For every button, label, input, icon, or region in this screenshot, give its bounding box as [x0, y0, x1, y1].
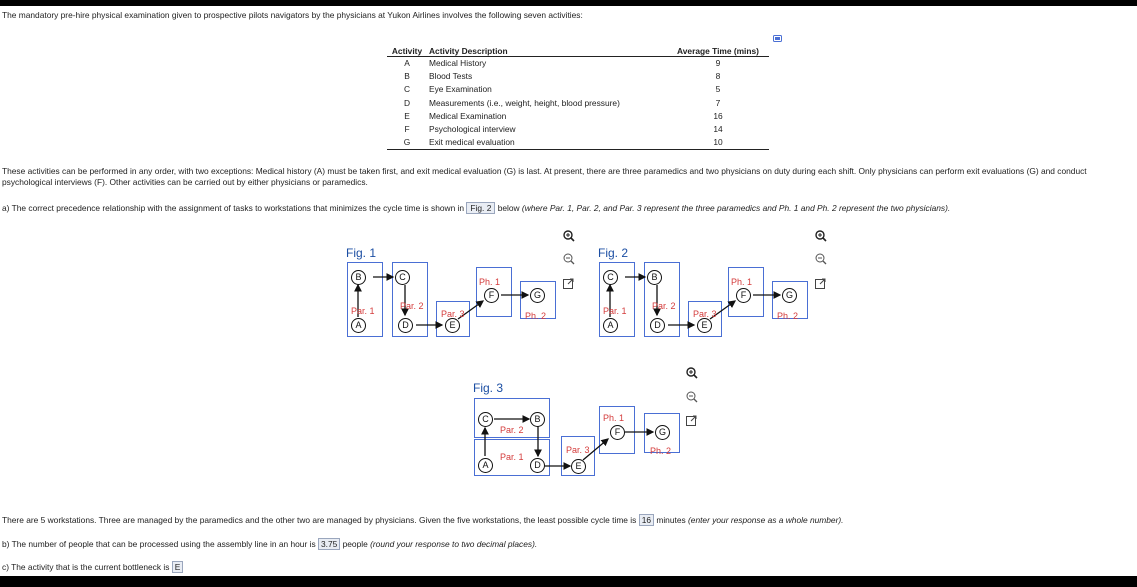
throughput-input[interactable]: 3.75 — [318, 538, 340, 550]
description-cell: Exit medical evaluation — [427, 136, 667, 150]
fig1-arrows — [345, 245, 585, 345]
table-row — [387, 57, 769, 71]
node-a: A — [603, 318, 618, 333]
question-b — [2, 538, 537, 550]
node-f: F — [610, 425, 625, 440]
table-row — [387, 123, 769, 136]
question-b-note: (round your response to two decimal places). — [370, 539, 538, 549]
activity-cell: B — [404, 71, 410, 82]
question-a-text: a) The correct precedence relationship with the assignment of tasks to workstations that minimizes the cycle time is shown in — [2, 203, 465, 213]
time-cell: 8 — [715, 71, 721, 82]
constraints-paragraph: These activities can be performed in any order, with two exceptions: Medical history (A) must be taken first, and exit medical evaluation (G) is last. At present, there are three paramedics and two physicians on duty during each shift. Only physicians can perform exit evaluations (G) and conduct psychological interviews (F). Other activities can be carried out by either physicians or paramedics. — [2, 166, 1087, 187]
node-c: C — [478, 412, 493, 427]
zoom-out-icon[interactable] — [563, 253, 575, 265]
workstations-note: (enter your response as a whole number). — [688, 515, 844, 525]
col-activity: Activity — [387, 46, 427, 57]
node-e: E — [697, 318, 712, 333]
open-image-icon[interactable] — [563, 278, 574, 289]
figure-3-label: Fig. 3 — [473, 381, 504, 395]
workstations-question — [2, 514, 843, 526]
node-d: D — [398, 318, 413, 333]
node-d: D — [650, 318, 665, 333]
zoom-in-icon[interactable] — [815, 230, 827, 242]
label-par1: Par. 1 — [500, 452, 524, 462]
time-cell: 10 — [667, 136, 769, 150]
fig2-arrows — [597, 245, 837, 345]
label-ph2: Ph. 2 — [650, 446, 672, 456]
copy-table-icon[interactable] — [773, 35, 782, 43]
node-g: G — [782, 288, 797, 303]
time-cell: 5 — [715, 84, 721, 95]
col-description: Activity Description — [427, 46, 667, 57]
label-ph2: Ph. 2 — [777, 311, 799, 321]
time-cell: 9 — [715, 58, 721, 68]
node-g: G — [530, 288, 545, 303]
node-b: B — [647, 270, 662, 285]
zoom-in-icon[interactable] — [563, 230, 575, 242]
label-ph1: Ph. 1 — [731, 277, 753, 287]
label-par3: Par. 3 — [693, 309, 717, 319]
time-cell: 14 — [713, 124, 723, 135]
activity-cell: D — [403, 97, 411, 108]
activity-cell: E — [404, 110, 410, 121]
col-time: Average Time (mins) — [667, 46, 769, 57]
label-par2: Par. 2 — [400, 301, 424, 311]
label-par1: Par. 1 — [351, 306, 375, 316]
activity-cell: A — [404, 58, 410, 68]
node-b: B — [351, 270, 366, 285]
table-header-row — [387, 46, 769, 57]
cycle-time-input[interactable]: 16 — [639, 514, 654, 526]
activity-table — [387, 46, 769, 150]
label-par1: Par. 1 — [603, 306, 627, 316]
open-image-icon[interactable] — [815, 278, 826, 289]
label-par2: Par. 2 — [500, 425, 524, 435]
workstations-text: There are 5 workstations. Three are managed by the paramedics and the other two are managed by physicians. Given the five workstations, the least possible cycle time is — [2, 515, 637, 525]
description-cell: Psychological interview — [429, 124, 516, 135]
label-ph1: Ph. 1 — [479, 277, 501, 287]
table-row — [387, 83, 769, 96]
zoom-out-icon[interactable] — [686, 391, 698, 403]
activity-cell: C — [403, 84, 411, 95]
intro-text: The mandatory pre-hire physical examination given to prospective pilots navigators by the physicians at Yukon Airlines involves the following seven activities: — [2, 10, 583, 20]
question-a-below: below — [497, 203, 520, 213]
label-par3: Par. 3 — [441, 309, 465, 319]
node-d: D — [530, 458, 545, 473]
zoom-in-icon[interactable] — [686, 367, 698, 379]
node-f: F — [736, 288, 751, 303]
label-par2: Par. 2 — [652, 301, 676, 311]
node-e: E — [571, 459, 586, 474]
description-cell: Eye Examination — [429, 84, 492, 95]
time-cell: 16 — [713, 110, 723, 121]
description-cell: Measurements (i.e., weight, height, blood pressure) — [429, 97, 620, 108]
open-image-icon[interactable] — [686, 415, 697, 426]
node-a: A — [478, 458, 493, 473]
bottleneck-dropdown[interactable]: E — [172, 561, 184, 573]
node-a: A — [351, 318, 366, 333]
activity-cell: G — [387, 136, 427, 150]
figure-2-label: Fig. 2 — [598, 246, 629, 260]
label-par3: Par. 3 — [566, 445, 590, 455]
question-c-text: c) The activity that is the current bottleneck is — [2, 562, 170, 572]
node-c: C — [395, 270, 410, 285]
node-b: B — [530, 412, 545, 427]
zoom-out-icon[interactable] — [815, 253, 827, 265]
fig-answer-dropdown[interactable]: Fig. 2 — [466, 202, 495, 214]
label-ph1: Ph. 1 — [603, 413, 625, 423]
description-cell: Medical History — [429, 58, 487, 68]
figure-1[interactable] — [345, 245, 585, 345]
figure-3[interactable] — [472, 381, 687, 481]
table-row — [387, 97, 769, 110]
table-row — [387, 110, 769, 123]
time-cell: 7 — [715, 97, 721, 108]
question-a — [2, 202, 950, 214]
table-row — [387, 70, 769, 83]
question-c — [2, 561, 183, 573]
figure-1-label: Fig. 1 — [346, 246, 377, 260]
description-cell: Blood Tests — [429, 71, 473, 82]
node-e: E — [445, 318, 460, 333]
description-cell: Medical Examination — [429, 110, 507, 121]
workstations-unit: minutes — [656, 515, 686, 525]
label-ph2: Ph. 2 — [525, 311, 547, 321]
node-f: F — [484, 288, 499, 303]
activity-cell: F — [404, 124, 410, 135]
question-a-note: (where Par. 1, Par. 2, and Par. 3 represent the three paramedics and Ph. 1 and Ph. 2 represent the two physicians). — [521, 203, 951, 213]
figure-2[interactable] — [597, 245, 837, 345]
question-b-text: b) The number of people that can be processed using the assembly line in an hour is — [2, 539, 316, 549]
page — [0, 6, 1137, 576]
node-c: C — [603, 270, 618, 285]
node-g: G — [655, 425, 670, 440]
question-b-unit: people — [342, 539, 368, 549]
table-row — [387, 136, 769, 150]
